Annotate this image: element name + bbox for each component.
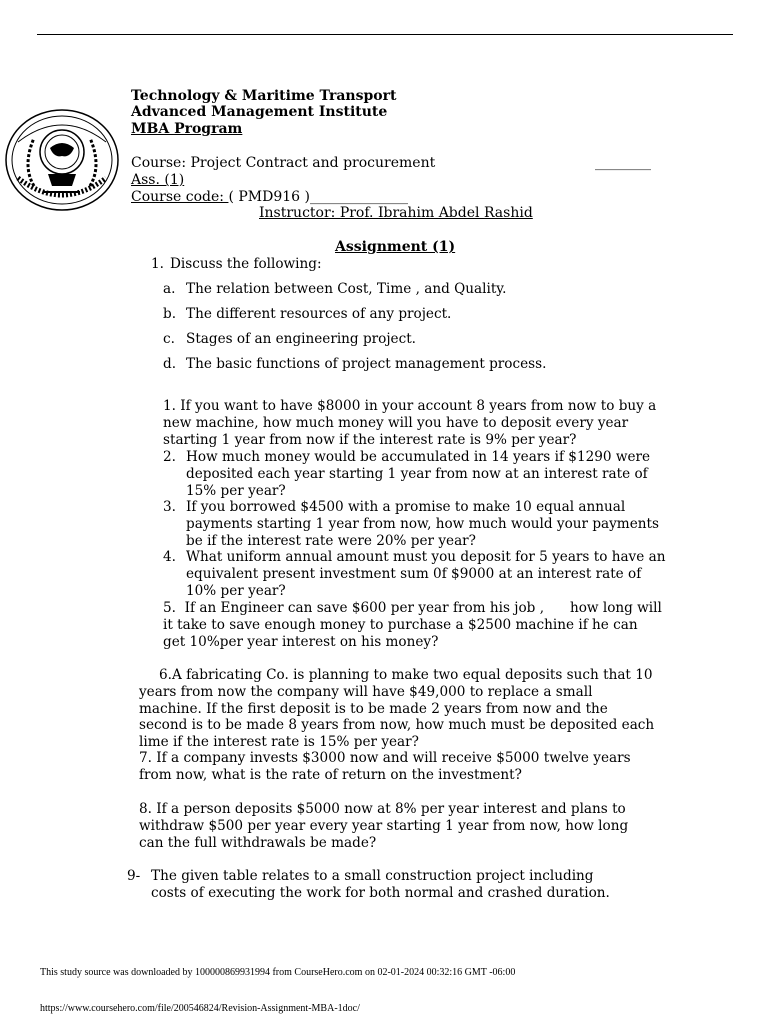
course-blank-line: ________ <box>595 155 651 171</box>
top-rule <box>37 34 733 35</box>
assignment-number: Ass. (1) <box>131 172 185 188</box>
question-4-marker: 4. <box>163 549 176 565</box>
discuss-item-a: The relation between Cost, Time , and Quality. <box>186 281 507 297</box>
discuss-item-c-marker: c. <box>163 331 175 347</box>
question-3: If you borrowed $4500 with a promise to make 10 equal annual payments starting 1 year from now, how much would your payments be if the interest rate were 20% per year? <box>186 499 659 549</box>
discuss-item-c: Stages of an engineering project. <box>186 331 416 347</box>
assignment-title: Assignment (1) <box>335 239 456 255</box>
question-2: How much money would be accumulated in 14 years if $1290 were deposited each year starting 1 year from now at an interest rate of 15% per year? <box>186 449 651 499</box>
question-1: 1. If you want to have $8000 in your account 8 years from now to buy a new machine, how much money will you have to deposit every year starting 1 year from now if the interest rate is 9% per year? <box>163 398 657 448</box>
discuss-item-b: The different resources of any project. <box>186 306 452 322</box>
course-code <box>131 189 408 205</box>
course-name: Course: Project Contract and procurement <box>131 155 436 171</box>
course-code-label: Course code: <box>131 189 229 205</box>
source-url[interactable]: https://www.coursehero.com/file/200546824/Revision-Assignment-MBA-1doc/ <box>40 1003 360 1014</box>
course-code-value: ( PMD916 )______________ <box>228 189 408 205</box>
question-2-marker: 2. <box>163 449 176 465</box>
discuss-item-a-marker: a. <box>163 281 176 297</box>
discuss-heading: Discuss the following: <box>170 256 322 272</box>
discuss-item-b-marker: b. <box>163 306 177 322</box>
question-9-marker: 9- <box>127 868 141 884</box>
question-4: What uniform annual amount must you deposit for 5 years to have an equivalent present investment sum 0f $9000 at an interest rate of 10% per year? <box>186 549 666 599</box>
question-3-marker: 3. <box>163 499 176 515</box>
question-8: 8. If a person deposits $5000 now at 8% per year interest and plans to withdraw $500 per year every year starting 1 year from now, how long can the full withdrawals be made? <box>139 801 629 851</box>
discuss-item-d: The basic functions of project management process. <box>186 356 547 372</box>
discuss-number: 1. <box>151 256 164 272</box>
question-7: 7. If a company invests $3000 now and will receive $5000 twelve years from now, what is the rate of return on the investment? <box>139 750 631 783</box>
institute-seal-logo <box>4 108 120 212</box>
question-5: 5. If an Engineer can save $600 per year from his job , how long will it take to save enough money to purchase a $2500 machine if he can get 10%per year interest on his money? <box>163 600 667 650</box>
institute-line-1: Technology & Maritime Transport <box>131 88 397 104</box>
instructor: Instructor: Prof. Ibrahim Abdel Rashid <box>259 205 533 221</box>
question-6: 6.A fabricating Co. is planning to make two equal deposits such that 10 years from now the company will have $49,000 to replace a small machine. If the first deposit is to be made 2 years from now and the second is to be made 8 years from now, how much must be deposited each lime if the interest rate is 15% per year? <box>139 667 655 751</box>
discuss-item-d-marker: d. <box>163 356 177 372</box>
download-note: This study source was downloaded by 100000869931994 from CourseHero.com on 02-01-2024 00:32:16 GMT -06:00 <box>40 967 516 978</box>
question-9: The given table relates to a small construction project including costs of executing the work for both normal and crashed duration. <box>151 868 610 901</box>
institute-line-2: Advanced Management Institute <box>131 104 388 120</box>
program-name: MBA Program <box>131 121 243 137</box>
